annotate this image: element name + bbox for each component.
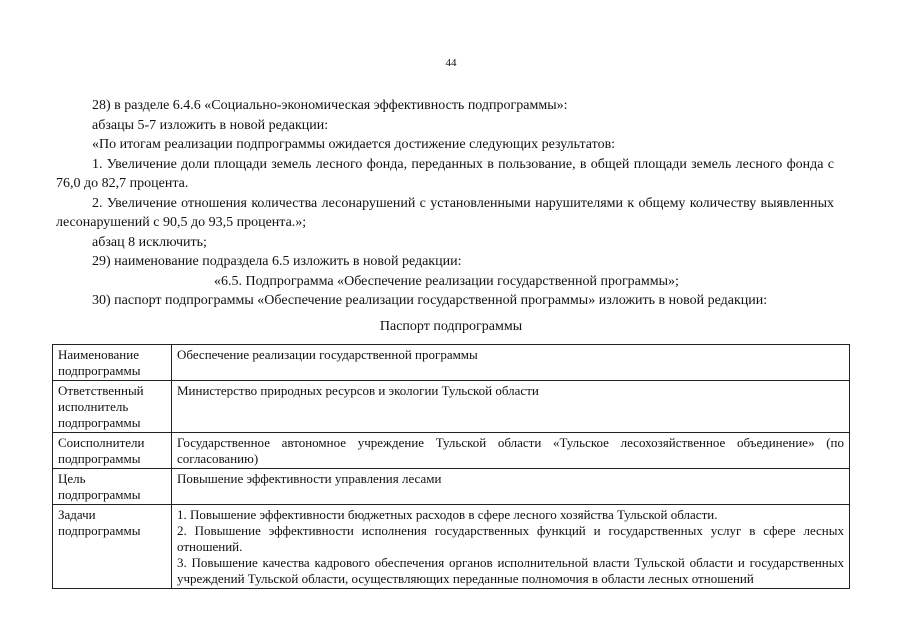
task-item: 2. Повышение эффективности исполнения государственных функций и государственных услуг в сфере лесных отношений. <box>177 523 844 554</box>
row-value: Министерство природных ресурсов и экологии Тульской области <box>172 381 850 433</box>
row-label: Цель подпрограммы <box>53 469 172 505</box>
paragraph: абзац 8 исключить; <box>92 234 207 250</box>
row-value: Государственное автономное учреждение Тульской области «Тульское лесохозяйственное объединение» (по согласованию) <box>172 433 850 469</box>
table-title: Паспорт подпрограммы <box>379 319 523 334</box>
paragraph: 2. Увеличение отношения количества лесонарушений с установленными нарушителями к общему количеству выявленных лесонарушений с 90,5 до 93,5 процента.»; <box>56 195 834 230</box>
row-value-tasks <box>172 505 850 589</box>
table-row <box>53 469 850 505</box>
row-label: Соисполнители подпрограммы <box>53 433 172 469</box>
task-item: 3. Повышение качества кадрового обеспечения органов исполнительной власти Тульской области и государственных учреждений Тульской области, осуществляющих переданные полномочия в области лесных отношений <box>177 555 844 586</box>
page-number: 44 <box>445 57 457 69</box>
task-item: 1. Повышение эффективности бюджетных расходов в сфере лесного хозяйства Тульской области. <box>177 507 718 522</box>
passport-table <box>52 344 850 589</box>
body-text <box>56 96 834 311</box>
table-row <box>53 505 850 589</box>
row-value: Обеспечение реализации государственной программы <box>172 345 850 381</box>
paragraph-subsection-title: «6.5. Подпрограмма «Обеспечение реализации государственной программы»; <box>214 273 679 289</box>
paragraph: 29) наименование подраздела 6.5 изложить в новой редакции: <box>92 254 462 269</box>
paragraph: 30) паспорт подпрограммы «Обеспечение реализации государственной программы» изложить в новой редакции: <box>92 293 768 308</box>
row-label: Ответственный исполнитель подпрограммы <box>53 381 172 433</box>
table-row <box>53 381 850 433</box>
table-row <box>53 433 850 469</box>
paragraph: «По итогам реализации подпрограммы ожидается достижение следующих результатов: <box>92 137 616 152</box>
paragraph: 1. Увеличение доли площади земель лесного фонда, переданных в пользование, в общей площади земель лесного фонда с 76,0 до 82,7 процента. <box>56 156 834 191</box>
paragraph: 28) в разделе 6.4.6 «Социально-экономическая эффективность подпрограммы»: <box>92 98 568 113</box>
row-label: Наименование подпрограммы <box>53 345 172 381</box>
table-row <box>53 345 850 381</box>
row-value: Повышение эффективности управления лесами <box>172 469 850 505</box>
row-label: Задачи подпрограммы <box>53 505 172 589</box>
paragraph: абзацы 5-7 изложить в новой редакции: <box>92 117 329 133</box>
